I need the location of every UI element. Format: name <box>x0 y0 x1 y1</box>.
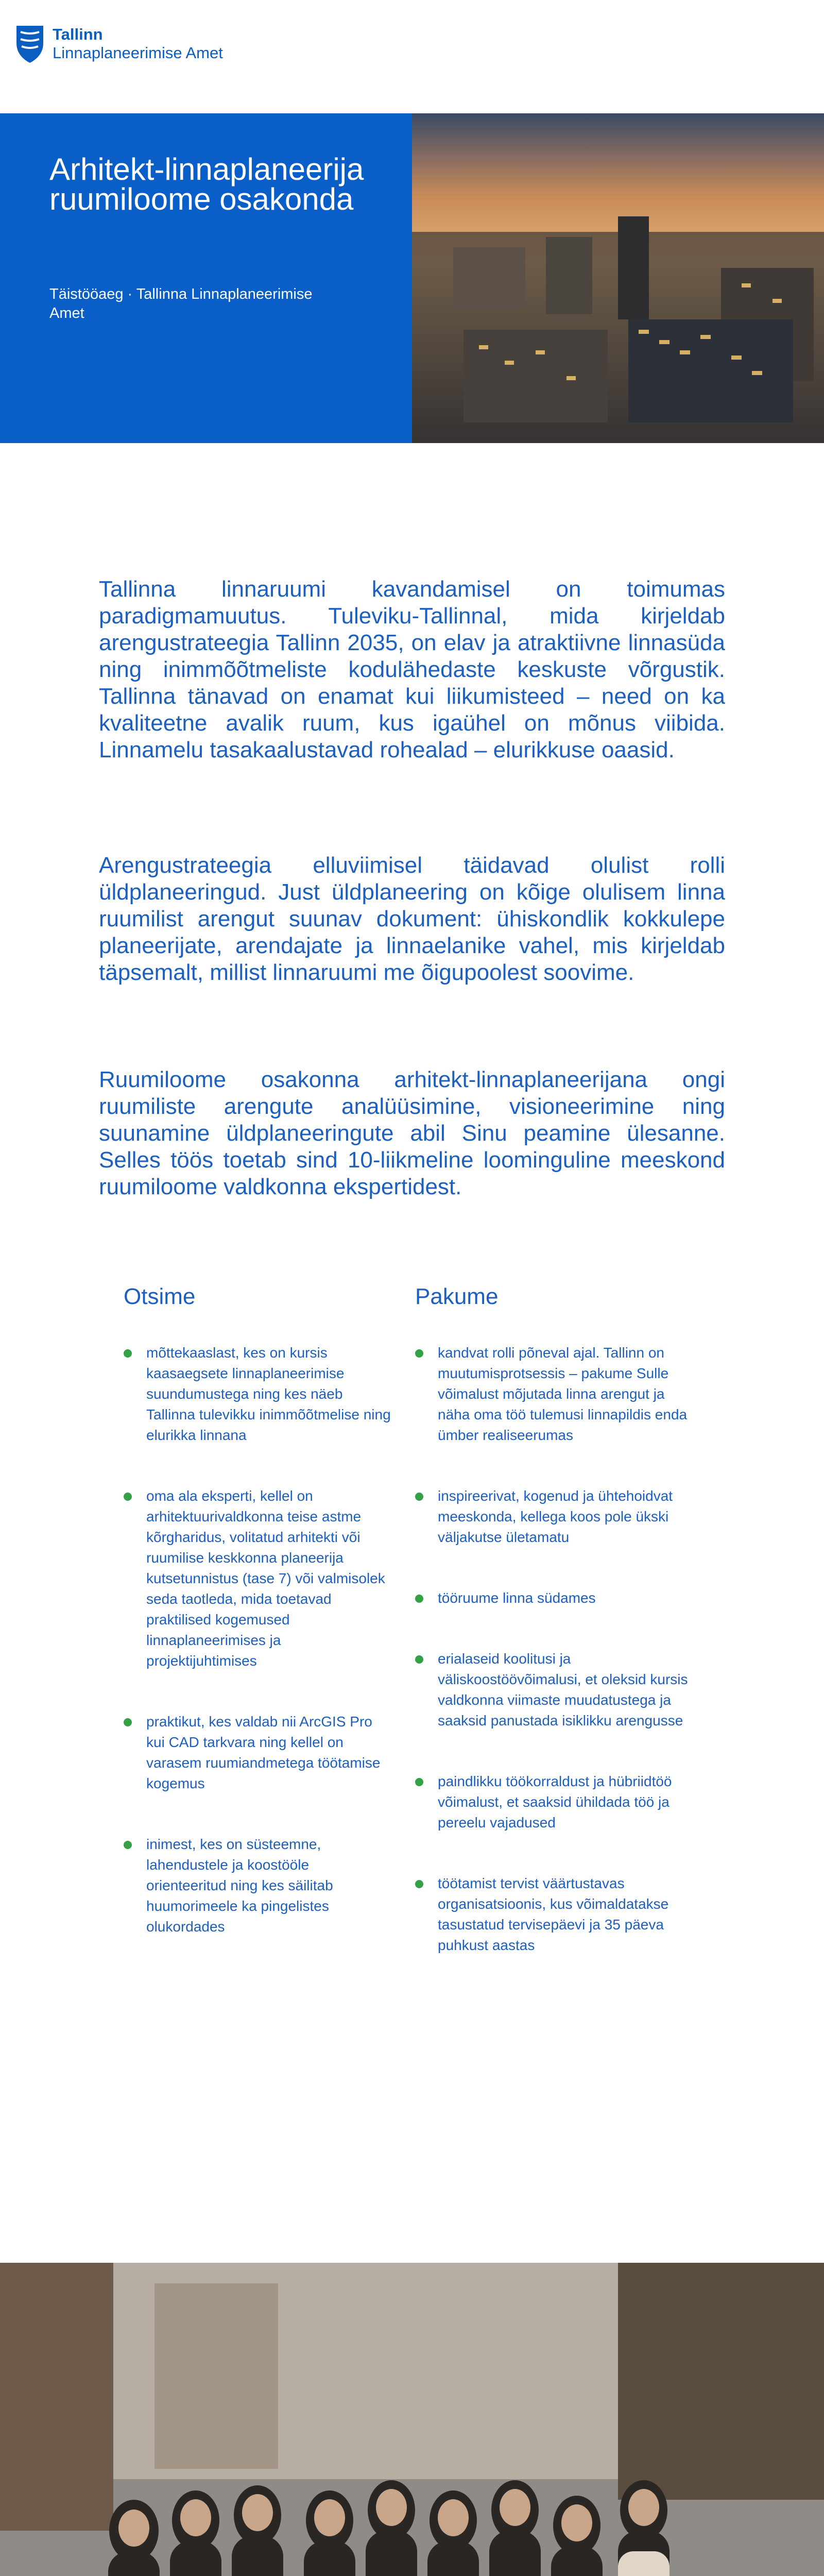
list-item: paindlikku töökorraldust ja hübriidtöö võimalust, et saaksid ühildada töö ja pereelu vajadused <box>415 1771 693 1833</box>
bullet-icon <box>124 1841 132 1849</box>
offer-heading: Pakume <box>415 1284 499 1309</box>
logo-text <box>53 25 223 62</box>
bullet-icon <box>415 1778 423 1786</box>
tallinn-shield-icon <box>14 24 45 64</box>
job-title: Arhitekt-linnaplaneerija ruumiloome osakonda <box>49 152 364 216</box>
list-item: mõttekaaslast, kes on kursis kaasaegsete linnaplaneerimise suundumustega ning kes näeb Tallinna tulevikku inimmõõtmelise ning elurikka linnana <box>124 1343 391 1446</box>
seek-heading: Otsime <box>124 1284 196 1309</box>
list-item: töötamist tervist väärtustavas organisatsioonis, kus võimaldatakse tasustatud tervisepäevi ja 35 päeva puhkust aastas <box>415 1873 693 1956</box>
list-item: erialaseid koolitusi ja väliskoostöövõimalusi, et oleksid kursis valdkonna viimaste muudatustega ja saaksid panustada isiklikku arengusse <box>415 1649 693 1731</box>
bullet-icon <box>124 1493 132 1501</box>
bullet-icon <box>124 1718 132 1726</box>
intro-paragraph-3: Ruumiloome osakonna arhitekt-linnaplaneerijana ongi ruumiliste arengute analüüsimine, visioneerimine ning suunamine üldplaneeringute abil Sinu peamine ülesanne. Selles töös toetab sind 10-liikmeline loominguline meeskond ruumiloome valdkonna ekspertidest. <box>99 1067 725 1199</box>
header-logo[interactable] <box>14 24 223 64</box>
job-subtitle: Täistööaeg · Tallinna Linnaplaneerimise Amet <box>49 286 313 321</box>
bullet-icon <box>415 1595 423 1603</box>
bullet-icon <box>415 1493 423 1501</box>
intro-paragraph-1: Tallinna linnaruumi kavandamisel on toimumas paradigmamuutus. Tuleviku-Tallinnal, mida kirjeldab arengustrateegia Tallinn 2035, on elav ja atraktiivne linnasüda ning inimmõõtmelistе kodulähedaste keskuste võrgustik. Tallinna tänavad on enamat kui liikumisteed – need on ka kvaliteetne avalik ruum, kus igaühel on mõnus viibida. Linnamelu tasakaalustavad rohealad – elurikkuse oaasid. <box>99 577 725 762</box>
list-item: inimest, kes on süsteemne, lahendustele ja koostööle orienteeritud ning kes säilitab huumorimeele ka pingelistes olukordades <box>124 1834 391 1937</box>
team-photo <box>0 2263 824 2576</box>
bullet-icon <box>415 1655 423 1664</box>
logo-line-1: Tallinn <box>53 25 103 43</box>
intro-paragraph-2: Arengustrateegia elluviimisel täidavad olulist rolli üldplaneeringud. Just üldplaneering on kõige olulisem linna ruumilist arengut suunav dokument: ühiskondlik kokkulepe planeerijate, arendajate ja linnaelanike vahel, mis kirjeldab täpsemalt, millist linnaruumi me õigupoolest soovime. <box>99 853 725 985</box>
logo-line-2: Linnaplaneerimise Amet <box>53 44 223 62</box>
list-item: oma ala eksperti, kellel on arhitektuurivaldkonna teise astme kõrgharidus, volitatud arhitekti või ruumilise keskkonna planeerija kutsetunnistus (tase 7) või valmisolek seda taotleda, mida toetavad praktilised kogemused linnaplaneerimises ja projektijuhtimises <box>124 1486 391 1671</box>
bullet-icon <box>415 1349 423 1358</box>
bullet-icon <box>415 1880 423 1888</box>
list-item: kandvat rolli põneval ajal. Tallinn on muutumisprotsessis – pakume Sulle võimalust mõjutada linna arengut ja näha oma töö tulemusi linnapildis enda ümber realiseerumas <box>415 1343 693 1446</box>
offer-list <box>415 1343 693 1996</box>
list-item: praktikut, kes valdab nii ArcGIS Pro kui CAD tarkvara ning kellel on varasem ruumiandmetega töötamise kogemus <box>124 1711 391 1794</box>
list-item: inspireerivat, kogenud ja ühtehoidvat meeskonda, kellega koos pole ükski väljakutse ületamatu <box>415 1486 693 1548</box>
bullet-icon <box>124 1349 132 1358</box>
seek-list <box>124 1343 391 1977</box>
list-item: tööruume linna südames <box>415 1588 693 1608</box>
city-aerial-photo <box>412 113 824 443</box>
